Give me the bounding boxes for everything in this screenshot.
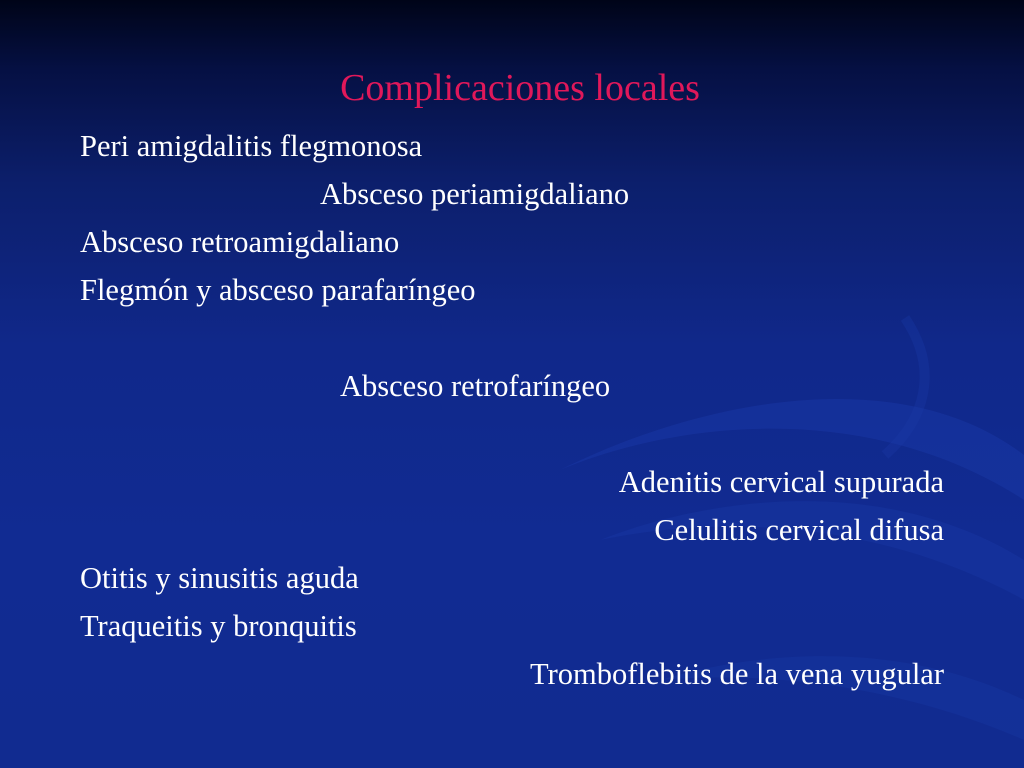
list-item: Traqueitis y bronquitis [80,609,357,643]
list-item: Flegmón y absceso parafaríngeo [80,273,476,307]
list-item: Celulitis cervical difusa [654,513,944,547]
list-item: Peri amigdalitis flegmonosa [80,129,423,163]
list-item: Otitis y sinusitis aguda [80,561,359,595]
list-item: Adenitis cervical supurada [618,465,944,499]
list-item: Tromboflebitis de la vena yugular [530,657,944,691]
list-item: Absceso retrofaríngeo [340,369,611,403]
list-item: Absceso retroamigdaliano [80,225,400,259]
list-item: Absceso periamigdaliano [320,177,630,211]
slide-title: Complicaciones locales [340,67,700,109]
